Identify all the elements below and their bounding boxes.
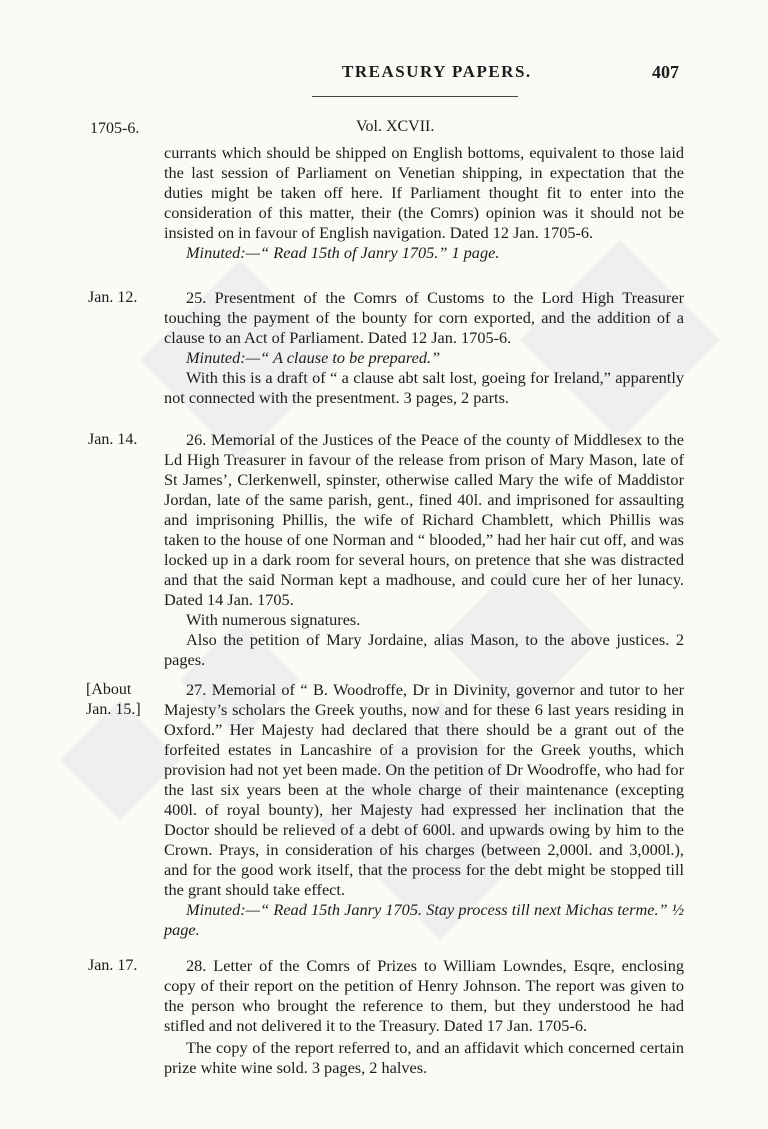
entry-paragraph: 27. Memorial of “ B. Woodroffe, Dr in Divinity, governor and tutor to her Majesty’s scholars the Greek youths, now and for these 6 last years residing in Oxford.” Her Majesty had declared that there should be a grant out of the forfeited estates in Lancashire of a provision for the Greek youths, which provision had not yet been made. On the petition of Dr Woodroffe, who had for the last six years been at the whole charge of their maintenance (excepting 400l. of royal bounty), her Majesty had expressed her inclination that the Doctor should be relieved of a debt of 600l. and upwards owing by him to the Crown. Prays, in consideration of his charges (between 2,000l. and 3,000l.), and for the good work itself, that the process for the debt might be stopped till the grant should take effect. [164,680,684,899]
entry-paragraph: 28. Letter of the Comrs of Prizes to William Lowndes, Esqre, enclosing copy of their report on the petition of Henry Johnson. The report was given to the person who brought the reference to them, but they understood he had stifled and not delivered it to the Treasury. Dated 17 Jan. 1705-6. [164,956,684,1035]
entry-paragraph: With this is a draft of “ a clause abt salt lost, goeing for Ireland,” apparently not connected with the presentment. 3 pages, 2 parts. [164,368,684,407]
entry-26 [164,430,684,670]
entry-minute: Minuted:—“ Read 15th Janry 1705. Stay process till next Michas terme.” ½ page. [164,900,684,939]
entry-date: [About Jan. 15.] [86,681,141,718]
entry-paragraph: Also the petition of Mary Jordaine, alias Mason, to the above justices. 2 pages. [164,630,684,669]
entry-27 [164,680,684,940]
entry-date: Jan. 17. [88,957,138,974]
running-title: TREASURY PAPERS. [342,62,532,81]
entry-paragraph: 25. Presentment of the Comrs of Customs to the Lord High Treasurer touching the payment of the bounty for corn exported, and the addition of a clause to an Act of Parliament. Dated 12 Jan. 1705-6. [164,288,684,347]
page-header [0,62,768,90]
entry-25 [164,288,684,408]
entry-date: Jan. 12. [88,289,138,306]
entry-continuation [164,143,684,263]
page-number: 407 [652,62,679,82]
entry-paragraph: With numerous signatures. [186,610,361,629]
entry-minute: Minuted:—“ A clause to be prepared.” [186,348,441,367]
volume-year: 1705-6. [90,120,140,137]
entry-paragraph: 26. Memorial of the Justices of the Peace of the county of Middlesex to the Ld High Treasurer in favour of the release from prison of Mary Mason, late of St James’, Clerkenwell, spinster, otherwise called Mary the wife of Maddistor Jordan, late of the same parish, gent., fined 40l. and imprisoned for assaulting and imprisoning Phillis, the wife of Richard Chamblett, which Phillis was taken to the house of one Norman and “ blooded,” had her hair cut off, and was locked up in a dark room for several hours, on pretence that she was distracted and that the said Norman kept a madhouse, and could cure her of her lunacy. Dated 14 Jan. 1705. [164,430,684,609]
entry-28 [164,956,684,1078]
volume-label: Vol. XCVII. [356,118,435,135]
entry-date: Jan. 14. [88,431,138,448]
header-rule [312,96,518,97]
entry-minute: Minuted:—“ Read 15th of Janry 1705.” 1 page. [186,243,500,262]
entry-paragraph: currants which should be shipped on English bottoms, equivalent to those laid the last session of Parliament on Venetian shipping, in expectation that the duties might be taken off here. If Parliament thought fit to enter into the consideration of this matter, their (the Comrs) opinion was it should not be insisted on in favour of English navigation. Dated 12 Jan. 1705-6. [164,143,684,242]
entry-paragraph: The copy of the report referred to, and an affidavit which concerned certain prize white wine sold. 3 pages, 2 halves. [164,1038,684,1077]
